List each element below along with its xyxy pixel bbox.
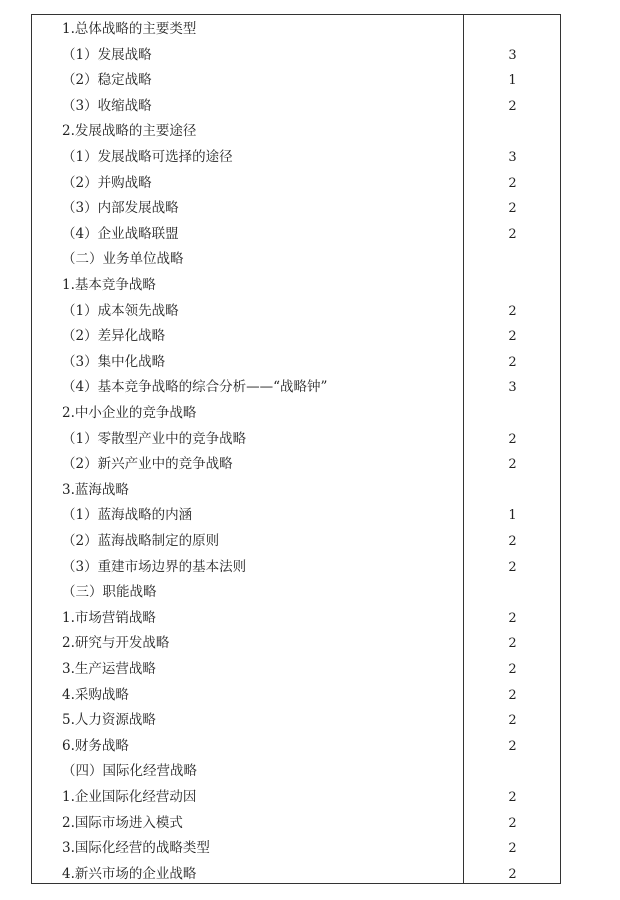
- item-level: 2: [508, 329, 517, 345]
- item-title: （3）收缩战略: [62, 97, 152, 114]
- item-title: （1）发展战略可选择的途径: [62, 149, 233, 165]
- item-title: （2）蓝海战略制定的原则: [62, 533, 220, 549]
- item-title: 2.国际市场进入模式: [62, 814, 183, 831]
- item-title: （3）内部发展战略: [62, 200, 179, 217]
- item-title: （1）零散型产业中的竞争战略: [62, 430, 247, 447]
- item-title: （四）国际化经营战略: [62, 763, 197, 780]
- table-row: [32, 478, 560, 504]
- item-title: （3）重建市场边界的基本法则: [62, 558, 247, 575]
- table-row: [32, 94, 560, 120]
- table-row: [32, 196, 560, 222]
- table-row: [32, 734, 560, 760]
- item-title: （三）职能战略: [62, 584, 157, 601]
- item-level: 2: [508, 636, 517, 652]
- table-row: [32, 657, 560, 683]
- table-row: [32, 836, 560, 862]
- table-row: [32, 631, 560, 657]
- item-level: 2: [508, 841, 517, 857]
- item-title: （二）业务单位战略: [62, 251, 184, 268]
- table-row: [32, 375, 560, 401]
- table-row: [32, 606, 560, 632]
- table-row: [32, 299, 560, 325]
- table-row: [32, 43, 560, 69]
- table-row: [32, 580, 560, 606]
- item-title: 1.市场营销战略: [62, 609, 156, 626]
- item-title: 6.财务战略: [62, 737, 129, 754]
- table-row: [32, 708, 560, 734]
- item-level: 2: [508, 559, 517, 575]
- item-level: 2: [508, 303, 517, 319]
- item-title: （4）企业战略联盟: [62, 225, 179, 242]
- table-row: [32, 427, 560, 453]
- item-level: 2: [508, 98, 517, 114]
- item-level: 2: [508, 175, 517, 191]
- table-row: [32, 171, 560, 197]
- item-level: 2: [508, 713, 517, 729]
- table-row: [32, 324, 560, 350]
- item-title: （2）稳定战略: [62, 72, 152, 89]
- item-level: 2: [508, 738, 517, 754]
- item-title: （2）并购战略: [62, 174, 152, 191]
- item-level: 2: [508, 431, 517, 447]
- table-row: [32, 785, 560, 811]
- table-row: [32, 17, 560, 43]
- table-row: [32, 555, 560, 581]
- item-level: 2: [508, 866, 517, 882]
- item-level: 2: [508, 790, 517, 805]
- item-title: 2.发展战略的主要途径: [62, 123, 197, 140]
- item-title: （2）新兴产业中的竞争战略: [62, 456, 233, 473]
- table-row: [32, 529, 560, 555]
- item-title: 1.基本竞争战略: [62, 277, 156, 293]
- item-title: 5.人力资源战略: [62, 712, 156, 729]
- table-row: [32, 811, 560, 837]
- item-level: 1: [508, 508, 517, 524]
- item-title: 2.中小企业的竞争战略: [62, 405, 197, 421]
- table-row: [32, 145, 560, 171]
- item-level: 2: [508, 687, 517, 703]
- table-row: [32, 273, 560, 299]
- table-row: [32, 862, 560, 888]
- table-row: [32, 683, 560, 709]
- item-level: 3: [508, 150, 517, 165]
- item-level: 2: [508, 662, 517, 677]
- item-level: 3: [508, 380, 517, 396]
- table-row: [32, 222, 560, 248]
- item-title: 3.蓝海战略: [62, 481, 129, 498]
- table-row: [32, 350, 560, 376]
- item-title: 4.新兴市场的企业战略: [62, 865, 197, 882]
- item-title: （3）集中化战略: [62, 353, 166, 370]
- item-title: 4.采购战略: [62, 686, 129, 703]
- item-title: （2）差异化战略: [62, 328, 166, 345]
- table-row: [32, 247, 560, 273]
- table-row: [32, 68, 560, 94]
- table-row: [32, 759, 560, 785]
- item-level: 2: [508, 815, 517, 831]
- item-title: （4）基本竞争战略的综合分析——“战略钟”: [62, 379, 328, 396]
- table-row: [32, 452, 560, 478]
- item-title: （1）蓝海战略的内涵: [62, 507, 193, 524]
- item-title: （1）发展战略: [62, 46, 152, 63]
- item-title: 1.总体战略的主要类型: [62, 21, 197, 37]
- item-level: 2: [508, 457, 517, 473]
- item-title: 3.生产运营战略: [62, 661, 156, 677]
- item-title: 2.研究与开发战略: [62, 635, 170, 652]
- item-level: 2: [508, 226, 517, 242]
- table-row: [32, 503, 560, 529]
- table-row: [32, 401, 560, 427]
- syllabus-table: [31, 14, 561, 884]
- item-level: 2: [508, 354, 517, 370]
- item-title: 1.企业国际化经营动因: [62, 789, 197, 805]
- item-level: 2: [508, 610, 517, 626]
- item-level: 2: [508, 201, 517, 217]
- item-title: 3.国际化经营的战略类型: [62, 840, 210, 857]
- table-row: [32, 119, 560, 145]
- item-title: （1）成本领先战略: [62, 302, 179, 319]
- item-level: 2: [508, 534, 517, 549]
- item-level: 3: [508, 47, 517, 63]
- item-level: 1: [508, 73, 517, 89]
